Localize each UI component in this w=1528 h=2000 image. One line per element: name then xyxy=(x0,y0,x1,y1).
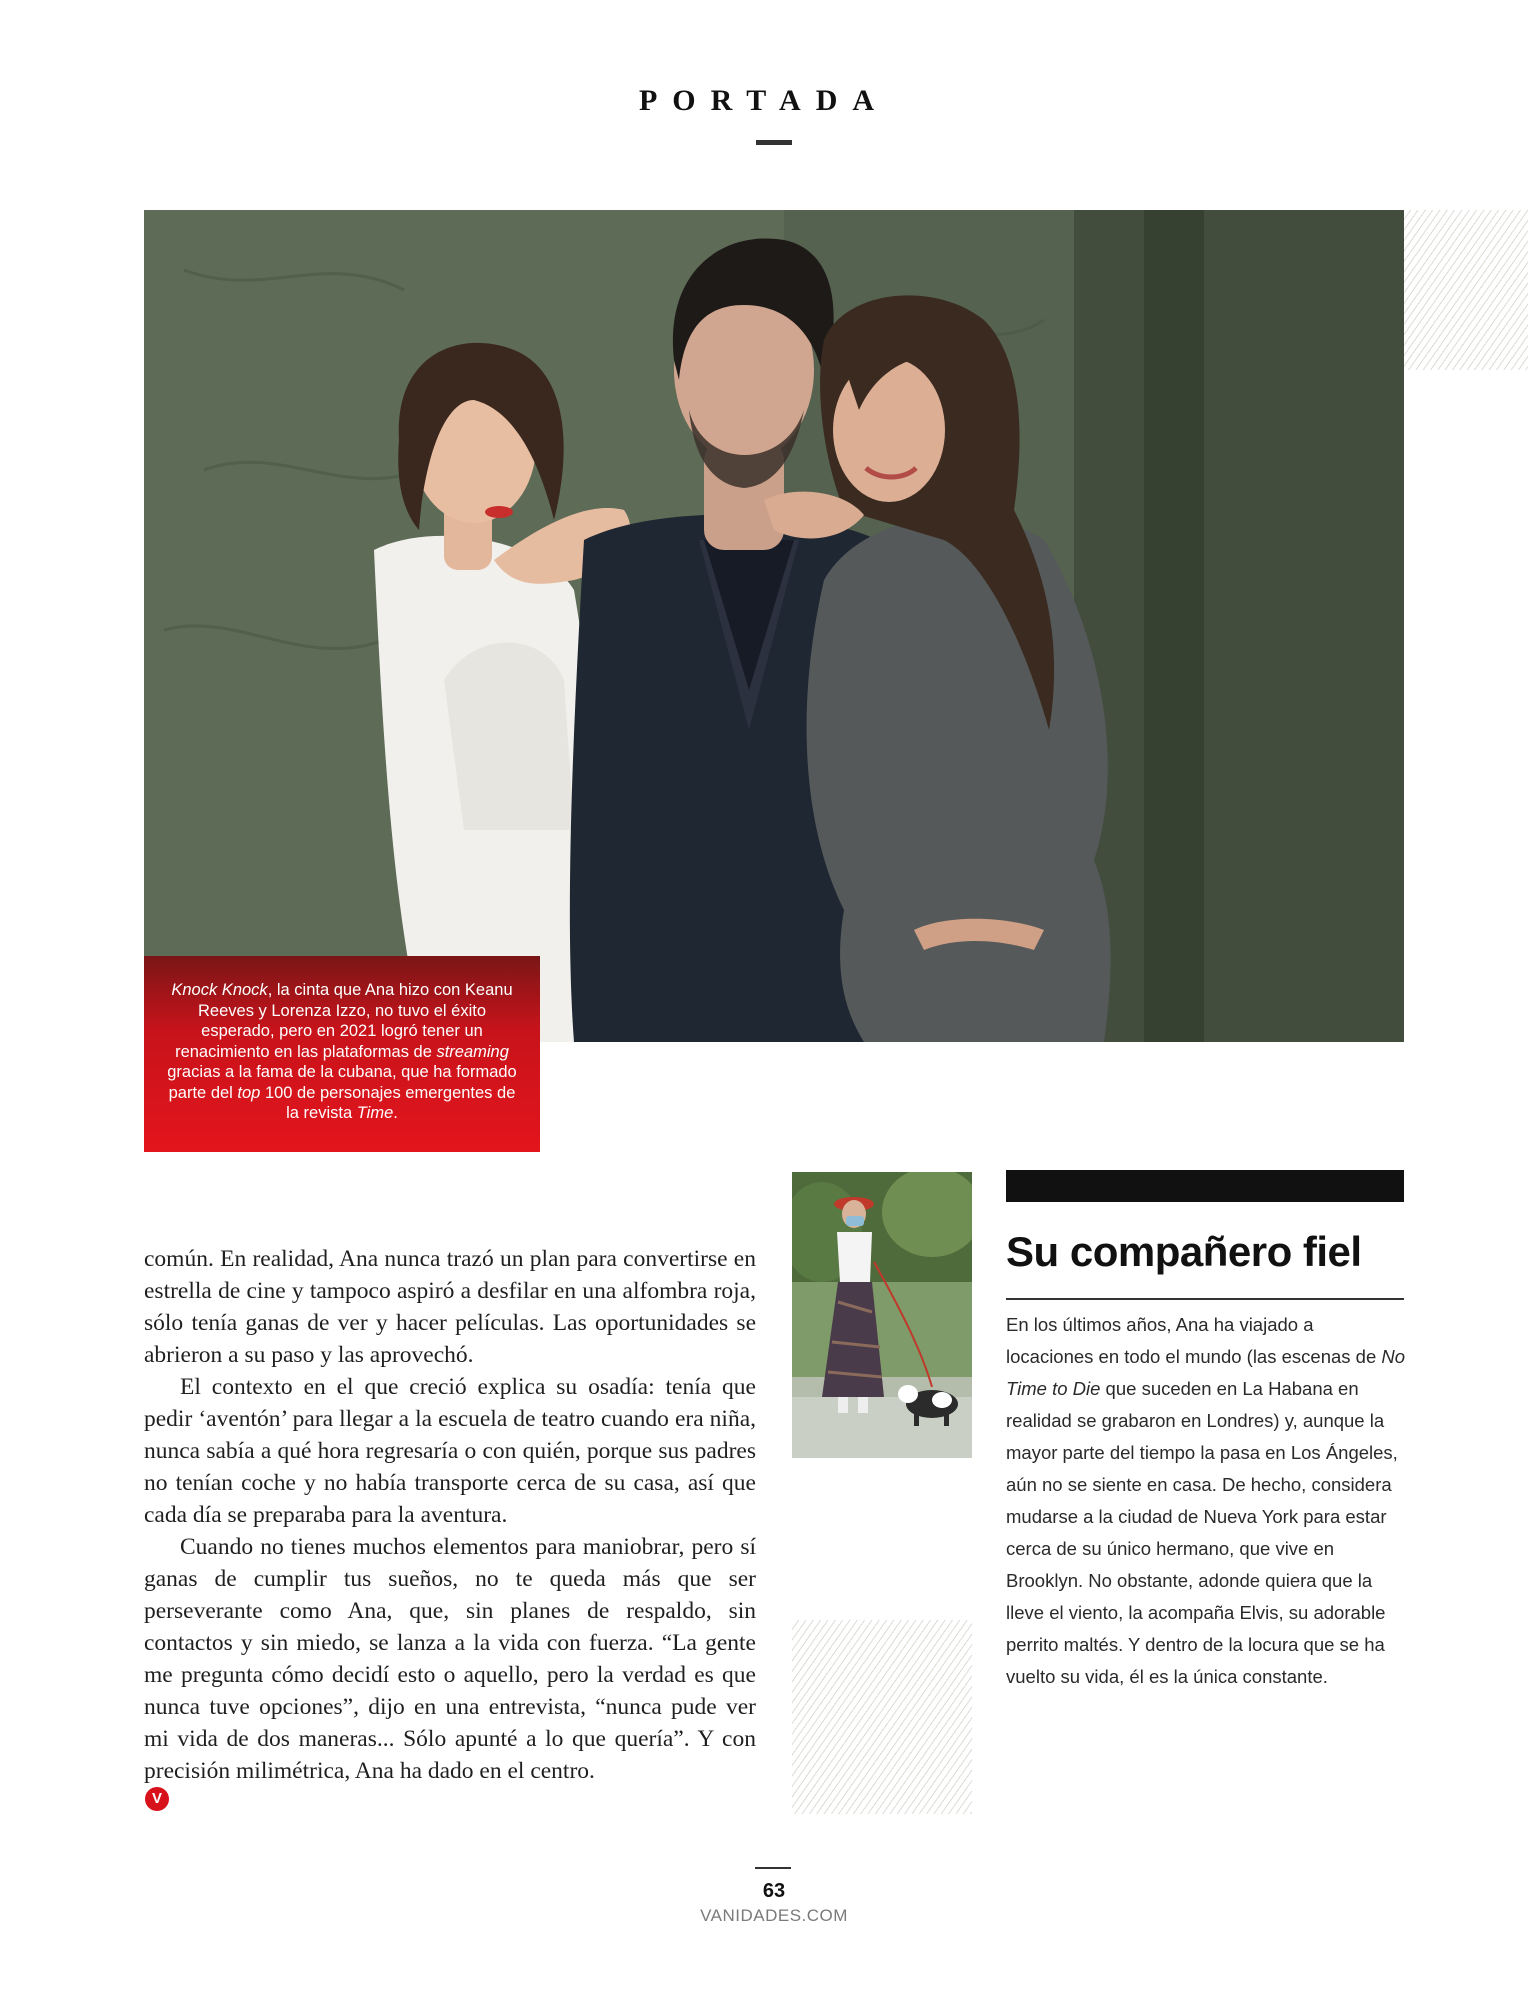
article-body xyxy=(144,1243,756,1787)
sidebar-film-title: No Time to Die xyxy=(1006,1346,1406,1399)
hatch-decoration-top-right xyxy=(1404,210,1528,370)
sidebar-text: En los últimos años, Ana ha viajado a locaciones en todo el mundo (las escenas de xyxy=(1006,1314,1382,1367)
hatch-decoration-bottom xyxy=(792,1620,972,1814)
footer-divider xyxy=(755,1867,791,1869)
dog-walk-photo xyxy=(792,1172,972,1458)
sidebar-title: Su compañero fiel xyxy=(1006,1228,1362,1275)
caption-streaming: streaming xyxy=(436,1042,509,1061)
caption-text: , la cinta que Ana hizo con Keanu Reeves y Lorenza Izzo, no tuvo el éxito esperado, pero en 2021 logró tener un renacimiento en las plataformas de xyxy=(175,981,513,1061)
caption-magazine: Time xyxy=(356,1104,394,1122)
photo-caption xyxy=(144,956,540,1152)
section-divider xyxy=(756,140,792,145)
end-mark-icon: V xyxy=(145,1787,169,1811)
page-number: 63 xyxy=(762,1880,786,1902)
article-paragraph: Cuando no tienes muchos elementos para maniobrar, pero sí ganas de cumplir tus sueños, no te queda más que ser perseverante como Ana, que, sin planes de respaldo, sin contactos y sin miedo, se lanza a la vida con fuerza. “La gente me pregunta cómo decidí esto o aquello, pero la verdad es que nunca tuve opciones”, dijo en una entrevista, “nunca pude ver mi vida de dos maneras... Sólo apunté a lo que quería”. Y con precisión milimétrica, Ana ha dado en el centro. xyxy=(144,1534,756,1784)
main-photo xyxy=(144,210,1404,1042)
article-paragraph: El contexto en el que creció explica su osadía: tenía que pedir ‘aventón’ para llegar a la escuela de teatro cuando era niña, nunca sabía a qué hora regresaría o con quién, porque sus padres no tenían coche y no había transporte cerca de su casa, así que cada día se preparaba para la aventura. xyxy=(144,1374,756,1528)
sidebar-header-bar xyxy=(1006,1170,1404,1202)
caption-film-title: Knock Knock xyxy=(171,981,268,999)
sidebar-body xyxy=(1006,1309,1406,1693)
caption-text: gracias a la fama de la cubana, que ha formado parte del xyxy=(167,1063,517,1102)
site-url: VANIDADES.COM xyxy=(700,1906,848,1925)
section-label: PORTADA xyxy=(638,84,890,117)
sidebar-divider xyxy=(1006,1298,1404,1300)
article-paragraph: común. En realidad, Ana nunca trazó un plan para convertirse en estrella de cine y tampoco aspiró a desfilar en una alfombra roja, sólo tenía ganas de ver y hacer películas. Las oportunidades se abrieron a su paso y las aprovechó. xyxy=(144,1246,756,1368)
caption-text: . xyxy=(393,1104,398,1122)
sidebar-text: que suceden en La Habana en realidad se grabaron en Londres) y, aunque la mayor parte del tiempo la pasa en Los Ángeles, aún no se siente en casa. De hecho, considera mudarse a la ciudad de Nueva York para estar cerca de su único hermano, que vive en Brooklyn. No obstante, adonde quiera que la lleve el viento, la acompaña Elvis, su adorable perrito maltés. Y dentro de la locura que se ha vuelto su vida, él es la única constante. xyxy=(1006,1378,1398,1687)
caption-top: top xyxy=(237,1083,261,1102)
caption-text: 100 de personajes emergentes de la revista xyxy=(260,1083,516,1122)
